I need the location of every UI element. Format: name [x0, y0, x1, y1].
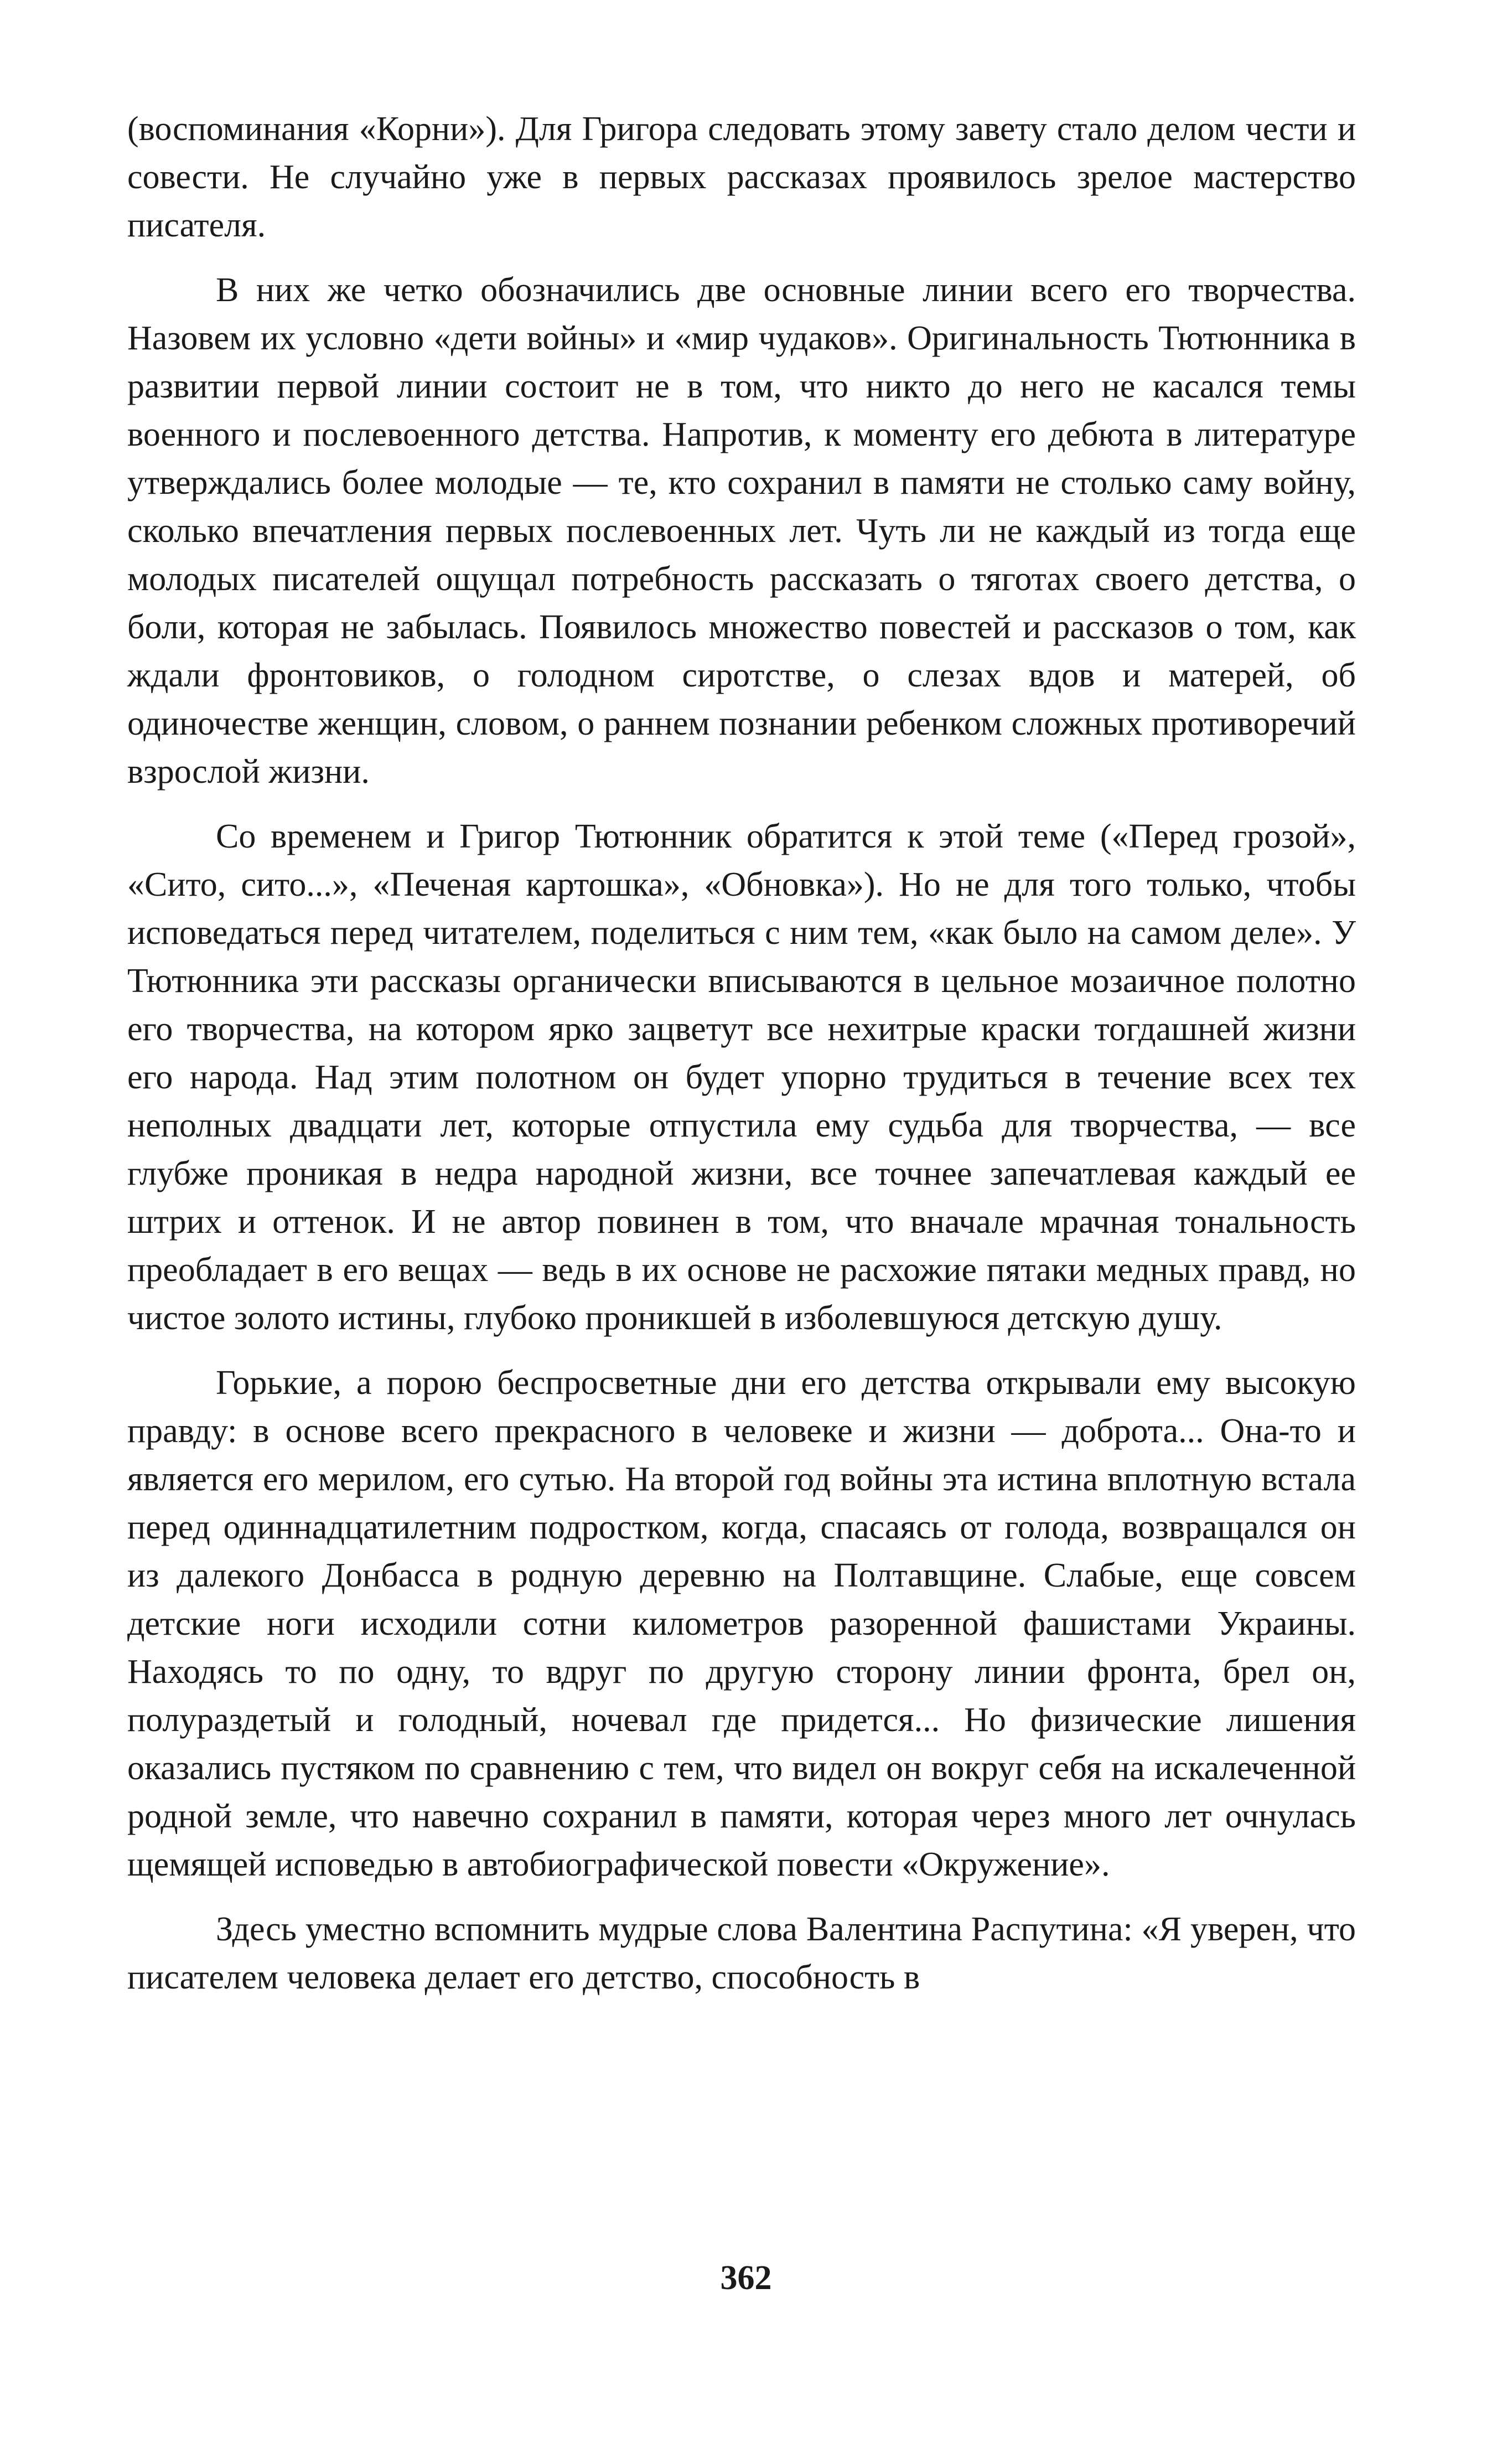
page-number: 362: [720, 2259, 772, 2297]
paragraph-2: В них же четко обозначились две основные линии всего его творчества. Назовем их условно «дети войны» и «мир чудаков». Оригинальность Тютюнника в развитии первой линии состоит не в том, что никто до него не касался темы военного и послевоенного детства. Напротив, к моменту его дебюта в литературе утверждались более молодые — те, кто сохранил в памяти не столько саму войну, сколько впечатления первых послевоенных лет. Чуть ли не каждый из тогда еще молодых писателей ощущал потребность рассказать о тяготах своего детства, о боли, которая не забылась. Появилось множество повестей и рассказов о том, как ждали фронтовиков, о голодном сиротстве, о слезах вдов и матерей, об одиночестве женщин, словом, о раннем познании ребенком сложных противоречий взрослой жизни.: [127, 271, 1356, 791]
paragraph-3: Со временем и Григор Тютюнник обратится к этой теме («Перед грозой», «Сито, сито...», «Печеная картошка», «Обновка»). Но не для того только, чтобы исповедаться перед читателем, поделиться с ним тем, «как было на самом деле». У Тютюнника эти рассказы органически вписываются в цельное мозаичное полотно его творчества, на котором ярко зацветут все нехитрые краски тогдашней жизни его народа. Над этим полотном он будет упорно трудиться в течение всех тех неполных двадцати лет, которые отпустила ему судьба для творчества, — все глубже проникая в недра народной жизни, все точнее запечатлевая каждый ее штрих и оттенок. И не автор повинен в том, что вначале мрачная тональность преобладает в его вещах — ведь в их основе не расхожие пятаки медных правд, но чистое золото истины, глубоко проникшей в изболевшуюся детскую душу.: [127, 818, 1356, 1337]
paragraph-1: (воспоминания «Корни»). Для Григора следовать этому завету стало делом чести и совести. Не случайно уже в первых рассказах проявилось зрелое мастерство писателя.: [127, 110, 1356, 244]
paragraph-5: Здесь уместно вспомнить мудрые слова Валентина Распутина: «Я уверен, что писателем человека делает его детство, способность в: [127, 1910, 1356, 1996]
page-body: [127, 105, 1356, 2018]
paragraph-4: Горькие, а порою беспросветные дни его детства открывали ему высокую правду: в основе всего прекрасного в человеке и жизни — доброта... Она-то и является его мерилом, его сутью. На второй год войны эта истина вплотную встала перед одиннадцатилетним подростком, когда, спасаясь от голода, возвращался он из далекого Донбасса в родную деревню на Полтавщине. Слабые, еще совсем детские ноги исходили сотни километров разоренной фашистами Украины. Находясь то по одну, то вдруг по другую сторону линии фронта, брел он, полураздетый и голодный, ночевал где придется... Но физические лишения оказались пустяком по сравнению с тем, что видел он вокруг себя на искалеченной родной земле, что навечно сохранил в памяти, которая через много лет очнулась щемящей исповедью в автобиографической повести «Окружение».: [127, 1364, 1356, 1883]
